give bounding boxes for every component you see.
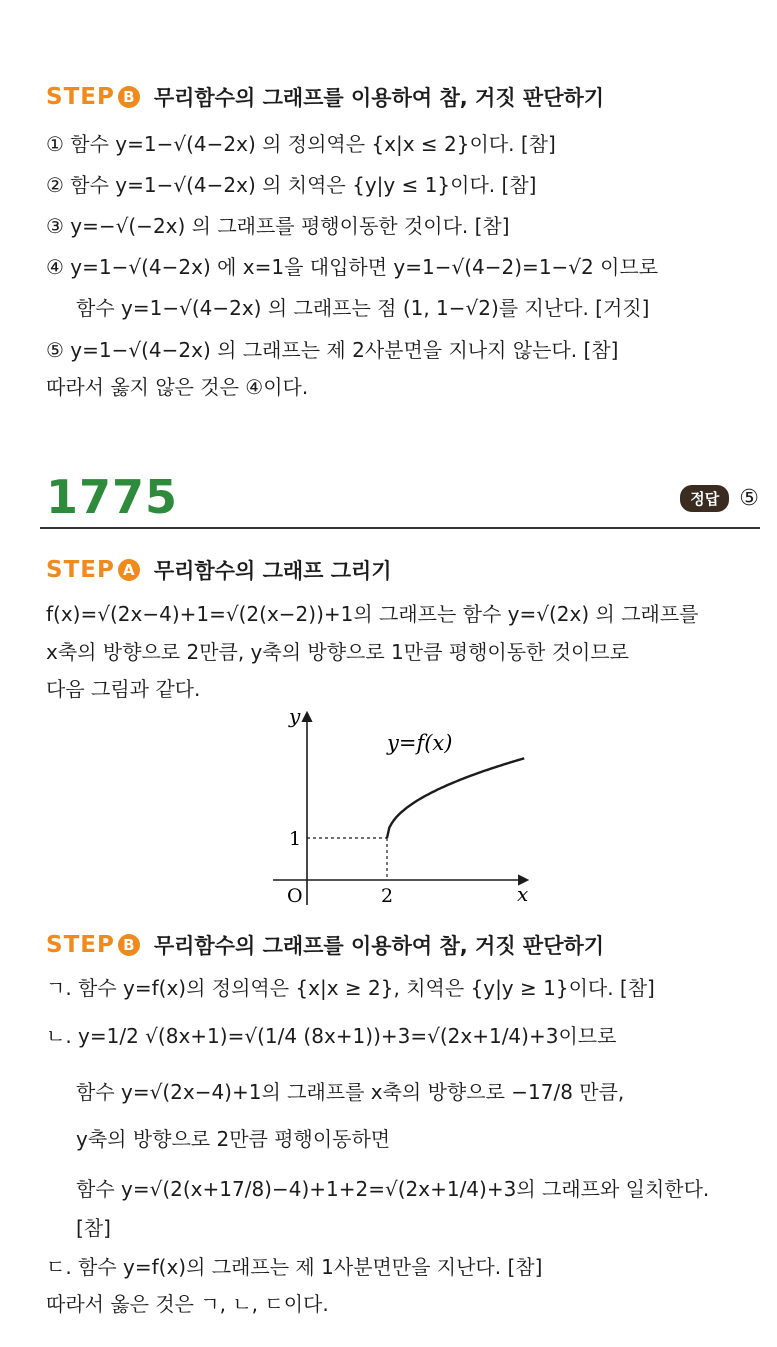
answer-box (680, 485, 759, 512)
curve-label: y=f(x) (387, 731, 453, 755)
step-title: 무리함수의 그래프 그리기 (153, 559, 392, 583)
problem-number: 1775 (46, 470, 179, 524)
solution-line: ① 함수 y=1−√(4−2x) 의 정의역은 {x|x ≤ 2}이다. [참] (46, 132, 556, 156)
solution-line: ④ y=1−√(4−2x) 에 x=1을 대입하면 y=1−√(4−2)=1−√2 이므로 (46, 255, 659, 279)
conclusion-line: 따라서 옳은 것은 ㄱ, ㄴ, ㄷ이다. (46, 1292, 329, 1316)
solution-line: f(x)=√(2x−4)+1=√(2(x−2))+1의 그래프는 함수 y=√(2x) 의 그래프를 (46, 602, 699, 626)
y-axis-label: y (289, 705, 301, 728)
step-b-header-2 (46, 930, 604, 960)
solution-line: ③ y=−√(−2x) 의 그래프를 평행이동한 것이다. [참] (46, 214, 510, 238)
step-label: STEP (46, 932, 115, 958)
step-b-header (46, 82, 604, 112)
step-title: 무리함수의 그래프를 이용하여 참, 거짓 판단하기 (153, 86, 605, 110)
solution-line: [참] (76, 1216, 111, 1240)
conclusion-line: 따라서 옳지 않은 것은 ④이다. (46, 375, 309, 399)
y-tick-label: 1 (289, 828, 302, 850)
answer-value: ⑤ (739, 486, 759, 511)
sqrt-curve (387, 758, 524, 838)
solution-line: ㄴ. y=1/2 √(8x+1)=√(1/4 (8x+1))+3=√(2x+1/4)+3이므로 (46, 1024, 617, 1048)
step-letter-badge: B (118, 934, 140, 956)
function-graph (265, 705, 545, 910)
solution-line: ㄷ. 함수 y=f(x)의 그래프는 제 1사분면만을 지난다. [참] (46, 1255, 543, 1279)
step-a-header (46, 555, 392, 585)
step-title: 무리함수의 그래프를 이용하여 참, 거짓 판단하기 (153, 934, 605, 958)
x-tick-label: 2 (381, 885, 394, 907)
solution-line: 함수 y=√(2(x+17/8)−4)+1+2=√(2x+1/4)+3의 그래프와 일치한다. (76, 1177, 710, 1201)
step-label: STEP (46, 557, 115, 583)
step-letter-badge: A (118, 559, 140, 581)
origin-label: O (287, 885, 303, 907)
solution-line: 함수 y=√(2x−4)+1의 그래프를 x축의 방향으로 −17/8 만큼, (76, 1080, 625, 1104)
solution-line: ㄱ. 함수 y=f(x)의 정의역은 {x|x ≥ 2}, 치역은 {y|y ≥ 1}이다. [참] (46, 976, 655, 1000)
solution-line: 함수 y=1−√(4−2x) 의 그래프는 점 (1, 1−√2)를 지난다. [거짓] (76, 296, 650, 320)
step-label: STEP (46, 84, 115, 110)
step-letter-badge: B (118, 86, 140, 108)
solution-line: y축의 방향으로 2만큼 평행이동하면 (76, 1127, 391, 1151)
x-axis-label: x (517, 882, 529, 906)
solution-line: ② 함수 y=1−√(4−2x) 의 치역은 {y|y ≤ 1}이다. [참] (46, 173, 537, 197)
divider-rule (40, 527, 760, 529)
solution-line: x축의 방향으로 2만큼, y축의 방향으로 1만큼 평행이동한 것이므로 (46, 640, 629, 664)
solution-line: 다음 그림과 같다. (46, 677, 201, 701)
answer-label: 정답 (680, 485, 729, 512)
solution-line: ⑤ y=1−√(4−2x) 의 그래프는 제 2사분면을 지나지 않는다. [참] (46, 338, 619, 362)
